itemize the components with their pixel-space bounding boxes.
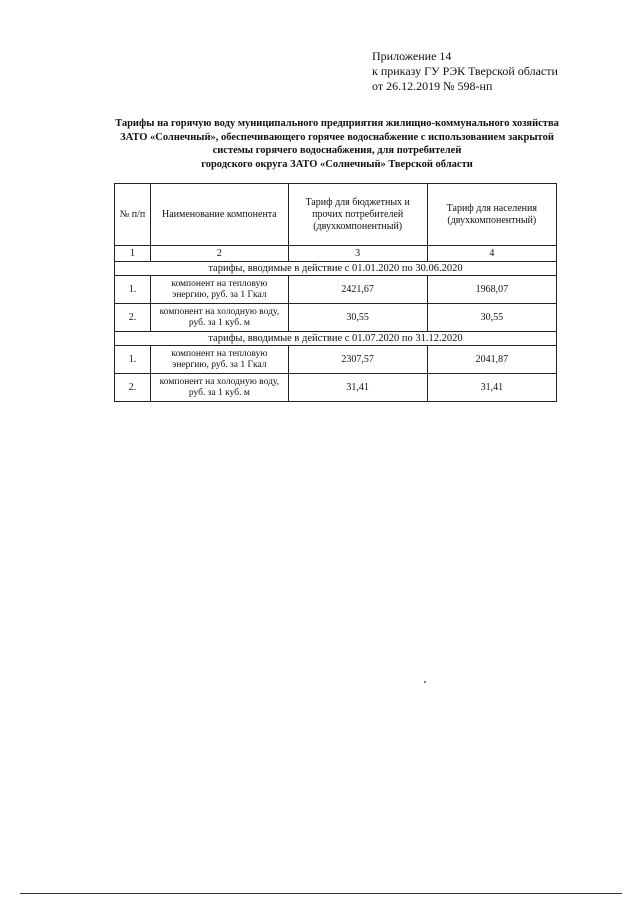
table-row	[115, 346, 557, 374]
row-num: 1.	[115, 346, 151, 374]
appendix-reference	[372, 49, 558, 94]
table-row	[115, 374, 557, 402]
title-line: городского округа ЗАТО «Солнечный» Тверской области	[201, 158, 473, 170]
row-component-name: компонент на холодную воду, руб. за 1 куб. м	[151, 304, 289, 332]
header-name: Наименование компонента	[151, 184, 289, 246]
period-label: тарифы, вводимые в действие с 01.07.2020 по 31.12.2020	[115, 332, 557, 346]
column-number: 4	[427, 246, 556, 262]
column-number-row	[115, 246, 557, 262]
header-num: № п/п	[115, 184, 151, 246]
page-bottom-rule	[20, 893, 622, 894]
table-row	[115, 276, 557, 304]
appendix-number: Приложение 14	[372, 49, 452, 63]
table-row	[115, 304, 557, 332]
column-number: 3	[288, 246, 427, 262]
row-num: 1.	[115, 276, 151, 304]
period-row	[115, 332, 557, 346]
row-tariff-population: 30,55	[427, 304, 556, 332]
scan-speck	[424, 681, 426, 683]
document-title	[92, 117, 582, 171]
row-component-name: компонент на тепловую энергию, руб. за 1 Гкал	[151, 346, 289, 374]
table-header-row	[115, 184, 557, 246]
row-tariff-population: 2041,87	[427, 346, 556, 374]
row-tariff-budget: 31,41	[288, 374, 427, 402]
title-line: Тарифы на горячую воду муниципального предприятия жилищно-коммунального хозяйства	[115, 118, 559, 129]
row-tariff-budget: 2307,57	[288, 346, 427, 374]
row-tariff-budget: 2421,67	[288, 276, 427, 304]
title-line: системы горячего водоснабжения, для потребителей	[212, 145, 462, 156]
tariff-table	[114, 183, 557, 402]
row-num: 2.	[115, 304, 151, 332]
appendix-order-date: от 26.12.2019 № 598-нп	[372, 79, 493, 93]
period-row	[115, 262, 557, 276]
row-tariff-population: 31,41	[427, 374, 556, 402]
header-tariff-population: Тариф для населения (двухкомпонентный)	[427, 184, 556, 246]
row-component-name: компонент на холодную воду, руб. за 1 куб. м	[151, 374, 289, 402]
row-tariff-budget: 30,55	[288, 304, 427, 332]
column-number: 2	[151, 246, 289, 262]
header-tariff-budget: Тариф для бюджетных и прочих потребителей (двухкомпонентный)	[288, 184, 427, 246]
column-number: 1	[115, 246, 151, 262]
period-label: тарифы, вводимые в действие с 01.01.2020 по 30.06.2020	[115, 262, 557, 276]
row-num: 2.	[115, 374, 151, 402]
row-tariff-population: 1968,07	[427, 276, 556, 304]
title-line: ЗАТО «Солнечный», обеспечивающего горячее водоснабжение с использованием закрытой	[120, 131, 554, 143]
appendix-order-ref: к приказу ГУ РЭК Тверской области	[372, 64, 558, 78]
row-component-name: компонент на тепловую энергию, руб. за 1 Гкал	[151, 276, 289, 304]
